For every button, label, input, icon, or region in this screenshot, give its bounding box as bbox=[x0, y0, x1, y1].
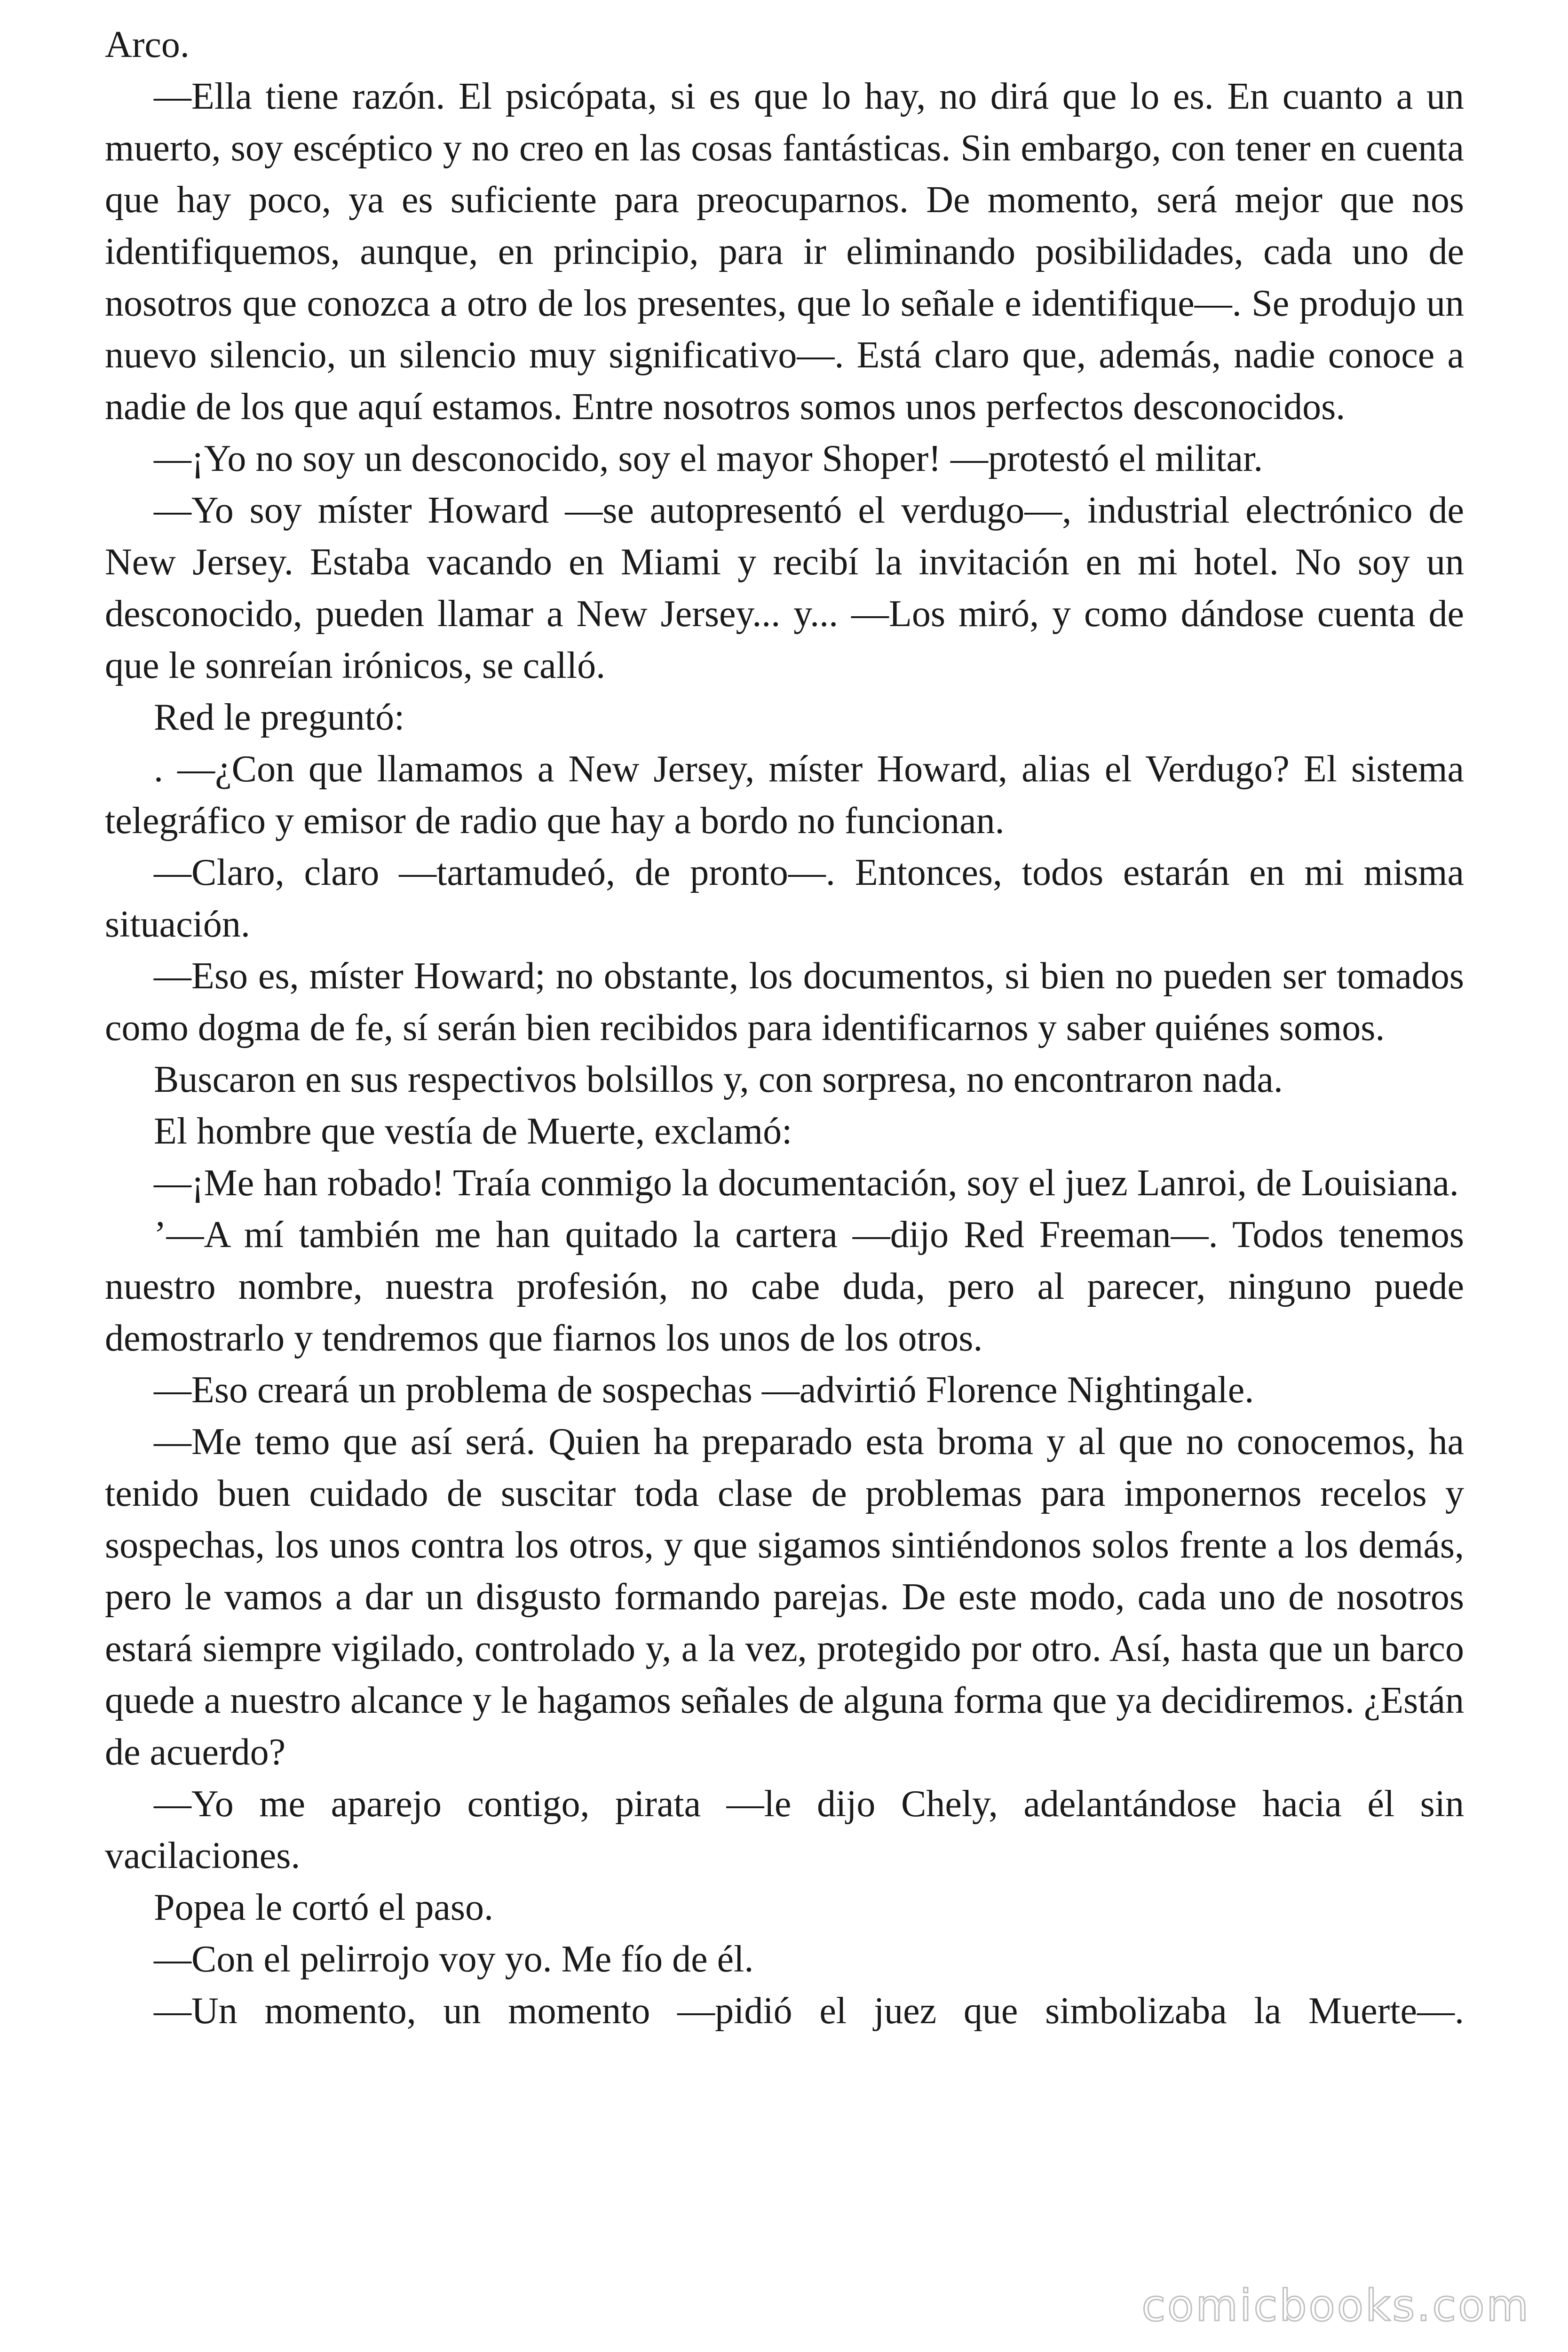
watermark-logo: comicbooks.com bbox=[1141, 2280, 1530, 2331]
paragraph-7: —Claro, claro —tartamudeó, de pronto—. Entonces, todos estarán en mi misma situación. bbox=[105, 852, 1464, 945]
paragraph-18: —Un momento, un momento —pidió el juez que simbolizaba la Muerte—. bbox=[154, 1990, 1464, 2032]
paragraph-9: Buscaron en sus respectivos bolsillos y, con sorpresa, no encontraron nada. bbox=[154, 1059, 1283, 1100]
paragraph-5: Red le preguntó: bbox=[154, 697, 405, 738]
body-text bbox=[105, 19, 1464, 2037]
paragraph-14: —Me temo que así será. Quien ha preparado esta broma y al que no conocemos, ha tenido buen cuidado de suscitar toda clase de problemas para imponernos recelos y sospechas, los unos contra los otros, y que sigamos sintiéndonos solos frente a los demás, pero le vamos a dar un disgusto formando parejas. De este modo, cada uno de nosotros estará siempre vigilado, controlado y, a la vez, protegido por otro. Así, hasta que un barco quede a nuestro alcance y le hagamos señales de alguna forma que ya decidiremos. ¿Están de acuerdo? bbox=[105, 1421, 1464, 1773]
paragraph-4: —Yo soy míster Howard —se autopresentó el verdugo—, industrial electrónico de New Jersey. Estaba vacando en Miami y recibí la invitación en mi hotel. No soy un desconocido, pueden llamar a New Jersey... y... —Los miró, y como dándose cuenta de que le sonreían irónicos, se calló. bbox=[105, 490, 1464, 686]
paragraph-12: ’—A mí también me han quitado la cartera —dijo Red Freeman—. Todos tenemos nuestro nombre, nuestra profesión, no cabe duda, pero al parecer, ninguno puede demostrarlo y tendremos que fiarnos los unos de los otros. bbox=[105, 1214, 1464, 1359]
paragraph-15: —Yo me aparejo contigo, pirata —le dijo Chely, adelantándose hacia él sin vacilaciones. bbox=[105, 1783, 1464, 1876]
paragraph-8: —Eso es, míster Howard; no obstante, los documentos, si bien no pueden ser tomados como dogma de fe, sí serán bien recibidos para identificarnos y saber quiénes somos. bbox=[105, 955, 1464, 1049]
paragraph-2: —Ella tiene razón. El psicópata, si es que lo hay, no dirá que lo es. En cuanto a un muerto, soy escéptico y no creo en las cosas fantásticas. Sin embargo, con tener en cuenta que hay poco, ya es suficiente para preocuparnos. De momento, será mejor que nos identifiquemos, aunque, en principio, para ir eliminando posibilidades, cada uno de nosotros que conozca a otro de los presentes, que lo señale e identifique—. Se produjo un nuevo silencio, un silencio muy significativo—. Está claro que, además, nadie conoce a nadie de los que aquí estamos. Entre nosotros somos unos perfectos desconocidos. bbox=[105, 76, 1464, 428]
paragraph-1: Arco. bbox=[105, 24, 190, 65]
paragraph-16: Popea le cortó el paso. bbox=[154, 1887, 493, 1928]
paragraph-17: —Con el pelirrojo voy yo. Me fío de él. bbox=[154, 1939, 754, 1980]
paragraph-13: —Eso creará un problema de sospechas —advirtió Florence Nightingale. bbox=[154, 1369, 1254, 1411]
paragraph-11: —¡Me han robado! Traía conmigo la documentación, soy el juez Lanroi, de Louisiana. bbox=[154, 1162, 1459, 1204]
paragraph-6: . —¿Con que llamamos a New Jersey, míster Howard, alias el Verdugo? El sistema telegráfico y emisor de radio que hay a bordo no funcionan. bbox=[105, 748, 1464, 842]
paragraph-10: El hombre que vestía de Muerte, exclamó: bbox=[154, 1111, 792, 1152]
paragraph-3: —¡Yo no soy un desconocido, soy el mayor Shoper! —protestó el militar. bbox=[154, 438, 1263, 479]
